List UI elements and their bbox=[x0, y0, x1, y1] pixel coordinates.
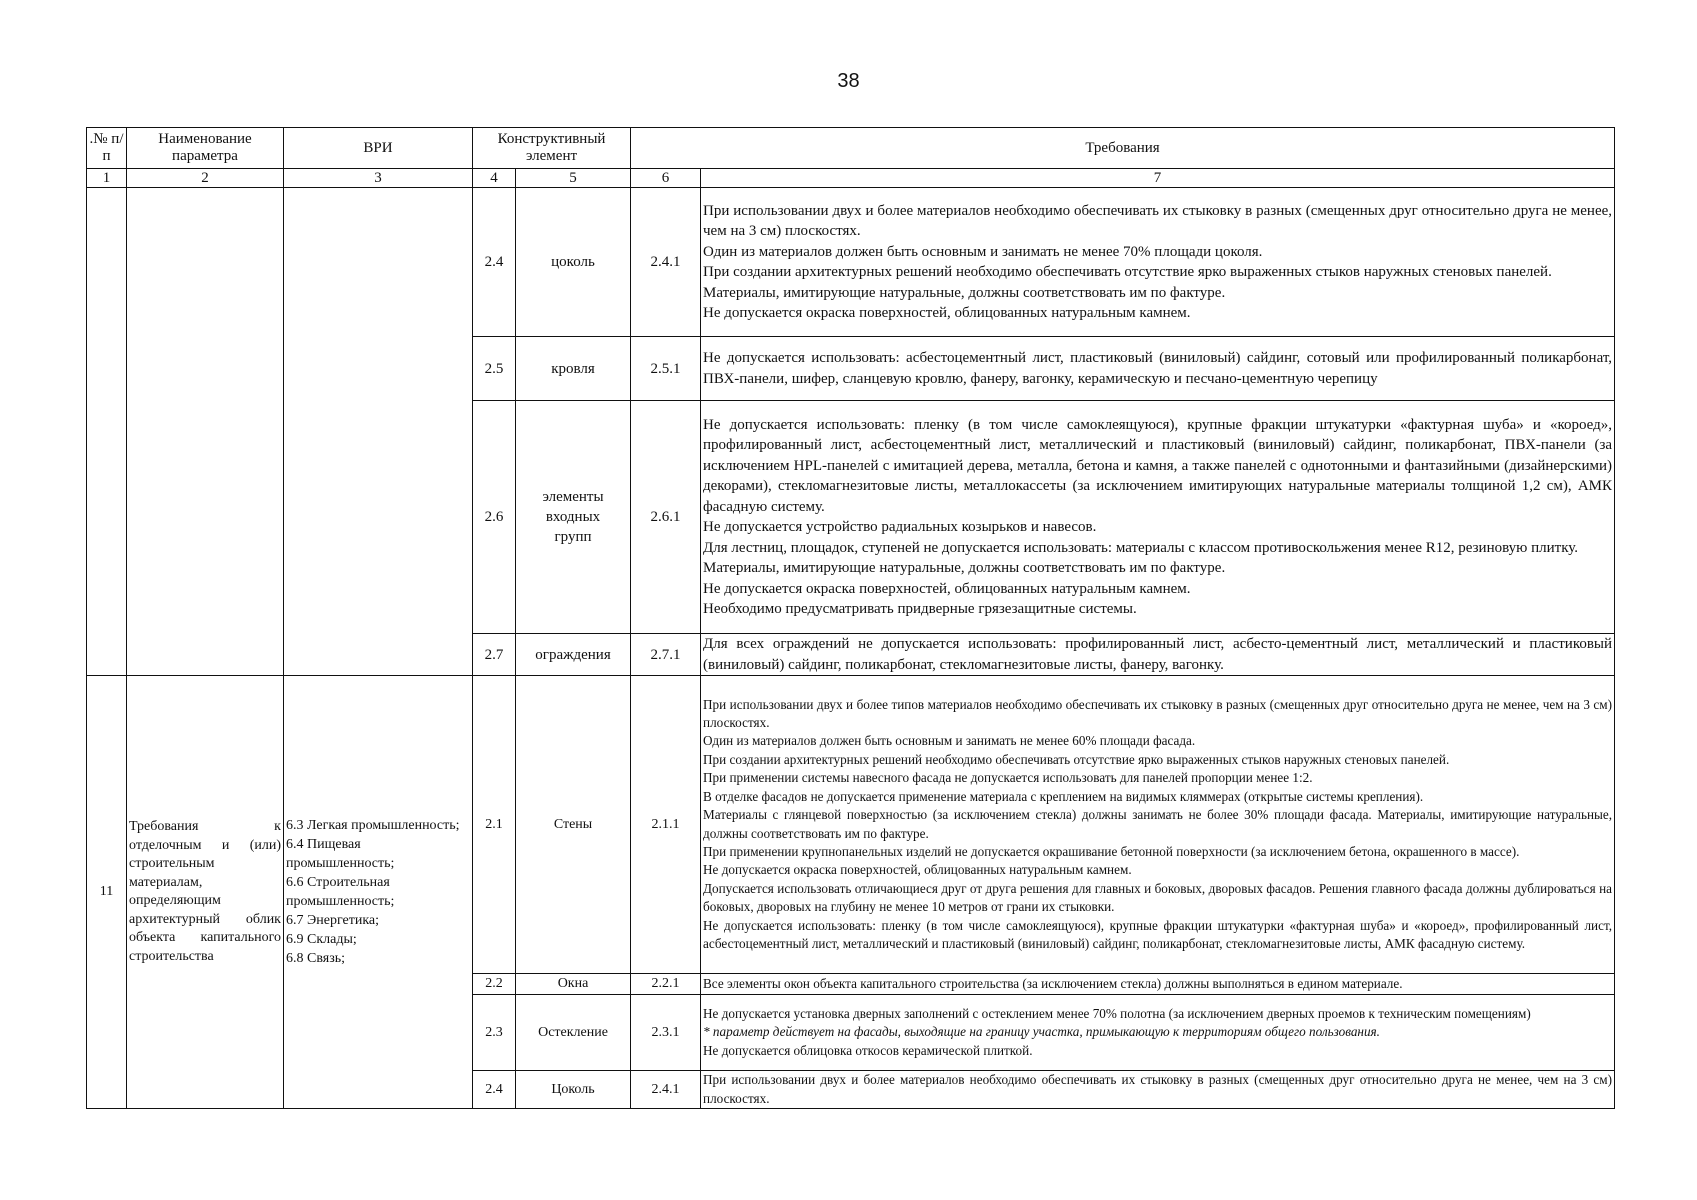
requirement-line: Для всех ограждений не допускается использовать: профилированный лист, асбесто-цементный лист, металлический и пластиковый (виниловый) сайдинг, поликарбонат, стекломагнезитовые листы, фанеру, вагонку. bbox=[703, 636, 1613, 673]
element-code: 2.1 bbox=[473, 676, 516, 974]
table-row bbox=[87, 188, 1615, 337]
requirement-text bbox=[701, 676, 1615, 974]
parameter-text: Требования к отделочным и (или) строительным материалам, определяющим архитектурный облик объекта капитального строительства bbox=[129, 819, 281, 964]
requirement-line: При создании архитектурных решений необходимо обеспечивать отсутствие ярко выраженных стыков наружных стеновых панелей. bbox=[703, 264, 1552, 280]
requirement-note: * параметр действует на фасады, выходящие на границу участка, примыкающую к территориям общего пользования. bbox=[703, 1024, 1380, 1040]
cont-num-cell bbox=[87, 188, 127, 676]
requirement-code: 2.5.1 bbox=[631, 337, 701, 401]
header-row bbox=[87, 128, 1615, 169]
requirement-code: 2.1.1 bbox=[631, 676, 701, 974]
element-code: 2.6 bbox=[473, 401, 516, 634]
element-name: Окна bbox=[516, 974, 631, 995]
element-code: 2.2 bbox=[473, 974, 516, 995]
requirement-line: Не допускается окраска поверхностей, облицованных натуральным камнем. bbox=[703, 305, 1191, 321]
element-name: Цоколь bbox=[516, 1071, 631, 1109]
element-code: 2.5 bbox=[473, 337, 516, 401]
requirement-line: Необходимо предусматривать придверные грязезащитные системы. bbox=[703, 601, 1137, 617]
element-name: цоколь bbox=[516, 188, 631, 337]
header-num: .№ п/п bbox=[87, 128, 127, 169]
requirement-line: При использовании двух и более материалов необходимо обеспечивать их стыковку в разных (смещенных друг относительно друга не менее, чем на 3 см) плоскостях. bbox=[703, 202, 1613, 239]
vri-item: 6.8 Связь; bbox=[286, 951, 346, 966]
header-requirements: Требования bbox=[631, 128, 1615, 169]
requirement-line: Не допускается окраска поверхностей, облицованных натуральным камнем. bbox=[703, 580, 1191, 597]
column-numbers-row bbox=[87, 169, 1615, 188]
requirement-line: Не допускается окраска поверхностей, облицованных натуральным камнем. bbox=[703, 862, 1132, 878]
requirement-code: 2.3.1 bbox=[631, 995, 701, 1071]
requirement-line: Не допускается использовать: пленку (в том числе самоклеящуюся), крупные фракции штукатурки «фактурная шуба» и «короед», профилированный лист, асбестоцементный лист, металлический и пластиковый (виниловый) сайдинг, поликарбонат, стекломагнезитовые листы, АМК фасадную систему. bbox=[703, 917, 1613, 951]
element-name: Стены bbox=[516, 676, 631, 974]
requirement-line: При применении системы навесного фасада не допускается использовать для панелей пропорции менее 1:2. bbox=[703, 770, 1313, 786]
requirement-line: При использовании двух и более материалов необходимо обеспечивать их стыковку в разных (смещенных друг относительно друга не менее, чем на 3 см) плоскостях. bbox=[703, 1072, 1613, 1106]
requirement-line: Один из материалов должен быть основным и занимать не менее 70% площади цоколя. bbox=[703, 243, 1263, 260]
requirement-code: 2.4.1 bbox=[631, 1071, 701, 1109]
column-number: 6 bbox=[631, 169, 701, 188]
cont-vri-cell bbox=[284, 188, 473, 676]
parameter-name bbox=[127, 676, 284, 1109]
element-name: кровля bbox=[516, 337, 631, 401]
requirement-line: Материалы, имитирующие натуральные, должны соответствовать им по фактуре. bbox=[703, 560, 1226, 576]
vri-item: 6.7 Энергетика; bbox=[286, 913, 380, 928]
vri-item: 6.4 Пищевая промышленность; bbox=[286, 837, 395, 871]
requirement-line: Не допускается установка дверных заполнений с остеклением менее 70% полотна (за исключением дверных проемов к техническим помещениям) bbox=[703, 1005, 1531, 1021]
requirement-text bbox=[701, 188, 1615, 337]
requirement-line: Материалы, имитирующие натуральные, должны соответствовать им по фактуре. bbox=[703, 284, 1226, 301]
element-name: ограждения bbox=[516, 634, 631, 676]
header-element: Конструктивный элемент bbox=[473, 128, 631, 169]
vri-list bbox=[284, 676, 473, 1109]
header-vri: ВРИ bbox=[284, 128, 473, 169]
requirement-line: Не допускается использовать: пленку (в том числе самоклеящуюся), крупные фракции штукатурки «фактурная шуба» и «короед», профилированный лист, асбестоцементный лист, металлический и пластиковый (виниловый) сайдинг, поликарбонат, ПВХ-панели (за исключением HPL-панелей с имитацией дерева, металла, бетона и камня, а также панелей с однотонными и фантазийными (дизайнерскими) декорами), стекломагнезитовые листы, металлокассеты (за исключением имитирующих натуральные материалы толщиной 1,2 см), АМК фасадную систему. bbox=[703, 416, 1613, 515]
element-name: Остекление bbox=[516, 995, 631, 1071]
page-number: 38 bbox=[837, 70, 860, 92]
requirement-text bbox=[701, 974, 1615, 995]
requirement-text bbox=[701, 1071, 1615, 1109]
requirement-line: Материалы с глянцевой поверхностью (за исключением стекла) должны занимать не более 30% площади фасада. Материалы, имитирующие натуральные, должны соответствовать им по фактуре. bbox=[703, 807, 1613, 841]
column-number: 2 bbox=[127, 169, 284, 188]
header-param: Наименование параметра bbox=[127, 128, 284, 169]
requirement-line: Для лестниц, площадок, ступеней не допускается использовать: материалы с классом противоскольжения менее R12, резиновую плитку. bbox=[703, 539, 1579, 556]
requirement-text bbox=[701, 995, 1615, 1071]
requirement-text bbox=[701, 634, 1615, 676]
requirement-text bbox=[701, 337, 1615, 401]
column-number: 5 bbox=[516, 169, 631, 188]
column-number: 3 bbox=[284, 169, 473, 188]
row-number: 11 bbox=[87, 676, 127, 1109]
column-number: 1 bbox=[87, 169, 127, 188]
element-code: 2.3 bbox=[473, 995, 516, 1071]
vri-item: 6.6 Строительная промышленность; bbox=[286, 875, 395, 909]
requirement-line: В отделке фасадов не допускается применение материала с креплением на видимых кляммерах (открытые системы крепления). bbox=[703, 788, 1424, 804]
requirement-line: Допускается использовать отличающиеся друг от друга решения для главных и боковых, дворовых фасадов. Решения главного фасада должны дублироваться на боковых, дворовых на глубину не менее 10 метров от грани их стыковки. bbox=[703, 880, 1613, 915]
column-number: 4 bbox=[473, 169, 516, 188]
cont-param-cell bbox=[127, 188, 284, 676]
column-number: 7 bbox=[701, 169, 1615, 188]
requirement-code: 2.2.1 bbox=[631, 974, 701, 995]
element-code: 2.7 bbox=[473, 634, 516, 676]
requirement-code: 2.6.1 bbox=[631, 401, 701, 634]
requirement-line: Все элементы окон объекта капитального строительства (за исключением стекла) должны выполняться в едином материале. bbox=[703, 976, 1403, 991]
requirement-code: 2.4.1 bbox=[631, 188, 701, 337]
element-name: элементы входных групп bbox=[516, 401, 631, 634]
vri-item: 6.3 Легкая промышленность; bbox=[286, 818, 460, 833]
requirement-text bbox=[701, 401, 1615, 634]
requirement-code: 2.7.1 bbox=[631, 634, 701, 676]
requirement-line: При использовании двух и более типов материалов необходимо обеспечивать их стыковку в разных (смещенных друг относительно друга не менее, чем на 3 см) плоскостях. bbox=[703, 696, 1613, 731]
requirement-line: При создании архитектурных решений необходимо обеспечивать отсутствие ярко выраженных стыков наружных стеновых панелей. bbox=[703, 751, 1450, 767]
element-code: 2.4 bbox=[473, 1071, 516, 1109]
requirement-line: Один из материалов должен быть основным и занимать не менее 60% площади фасада. bbox=[703, 733, 1196, 749]
requirement-line: Не допускается облицовка откосов керамической плиткой. bbox=[703, 1042, 1033, 1058]
requirement-line: При применении крупнопанельных изделий не допускается окрашивание бетонной поверхности (за исключением бетона, окрашенного в массе). bbox=[703, 843, 1520, 859]
requirements-table bbox=[86, 127, 1615, 1109]
requirement-line: Не допускается использовать: асбестоцементный лист, пластиковый (виниловый) сайдинг, сотовый или профилированный поликарбонат, ПВХ-панели, шифер, сланцевую кровлю, фанеру, вагонку, керамическую и песчано-цементную черепицу bbox=[703, 350, 1613, 387]
vri-item: 6.9 Склады; bbox=[286, 932, 357, 947]
element-code: 2.4 bbox=[473, 188, 516, 337]
table-row bbox=[87, 676, 1615, 974]
requirement-line: Не допускается устройство радиальных козырьков и навесов. bbox=[703, 519, 1097, 535]
